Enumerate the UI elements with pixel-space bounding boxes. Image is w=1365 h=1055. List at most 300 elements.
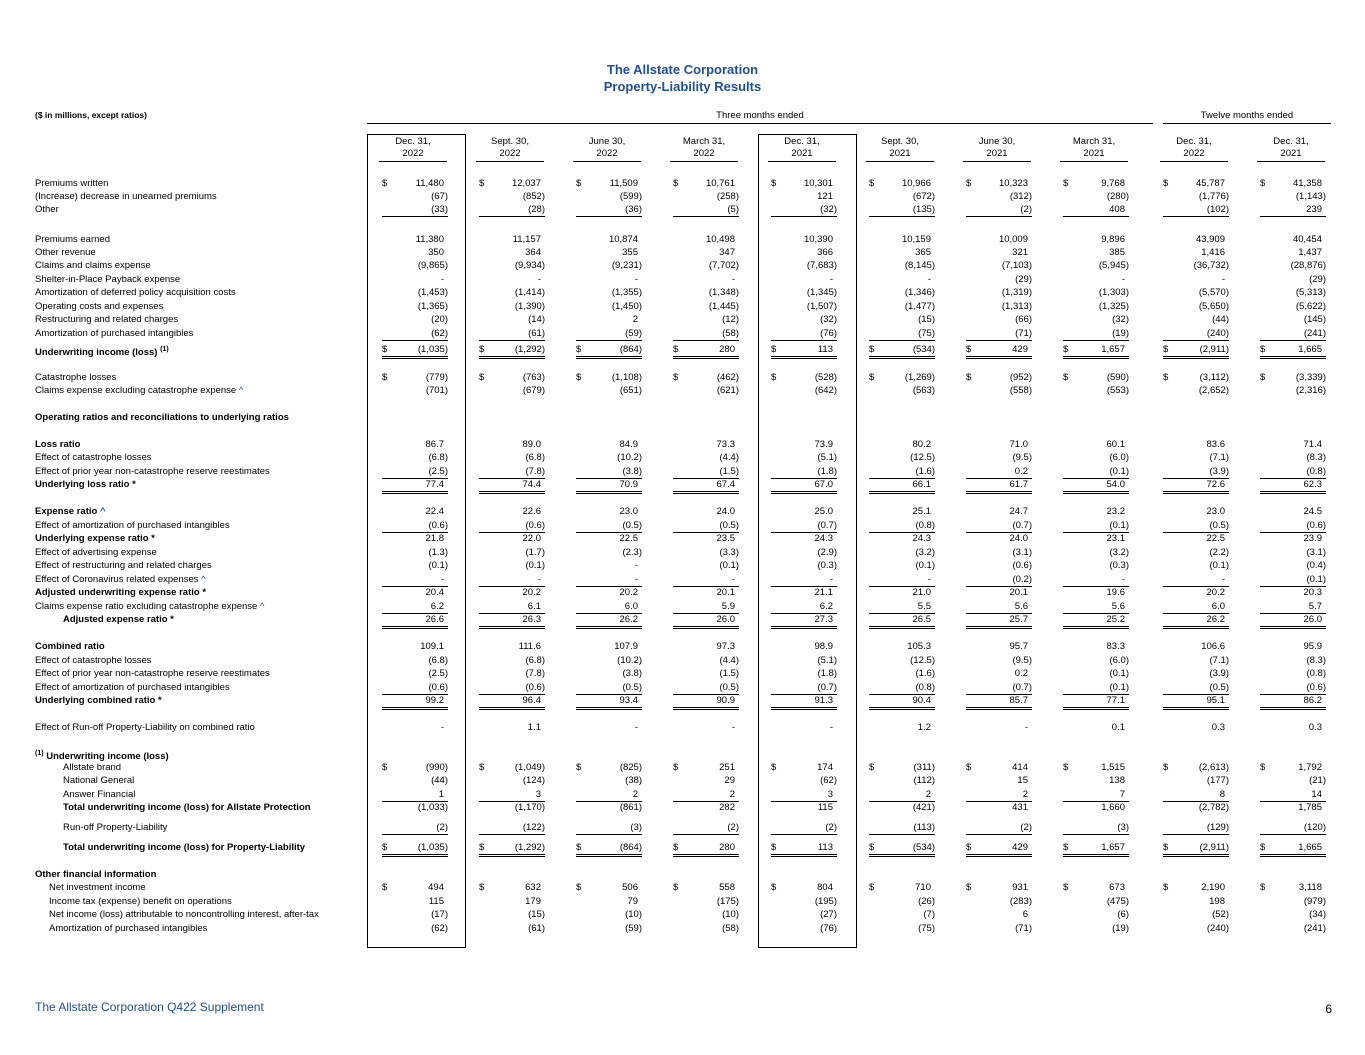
cell-value: (3.8) xyxy=(622,668,642,679)
table-cell xyxy=(869,559,935,572)
table-cell xyxy=(1163,841,1229,857)
cell-value: - xyxy=(731,274,735,285)
footer-text: The Allstate Corporation Q422 Supplement xyxy=(35,1000,264,1014)
cell-value: 24.3 xyxy=(912,533,931,544)
table-cell xyxy=(576,313,642,326)
table-cell xyxy=(966,259,1032,272)
table-cell xyxy=(966,465,1032,479)
cell-value: 115 xyxy=(428,896,444,907)
cell-value: 280 xyxy=(719,344,735,355)
table-cell xyxy=(479,384,545,397)
table-cell xyxy=(1260,478,1326,494)
cell-value: (0.8) xyxy=(1306,466,1326,477)
table-cell xyxy=(1260,681,1326,695)
row-label xyxy=(49,895,232,908)
table-cell xyxy=(1063,438,1129,451)
table-cell xyxy=(673,573,739,587)
table-cell xyxy=(966,177,1032,190)
cell-value: (0.1) xyxy=(1306,574,1326,585)
table-cell xyxy=(869,788,935,802)
currency-symbol: $ xyxy=(382,762,388,773)
table-cell xyxy=(1260,384,1326,397)
cell-value: 60.1 xyxy=(1106,439,1125,450)
table-cell xyxy=(771,667,837,680)
cell-value: (2,782) xyxy=(1198,802,1229,813)
row-label xyxy=(35,286,236,299)
row-label xyxy=(35,246,96,259)
cell-value: (642) xyxy=(814,385,837,396)
cell-value: 1,657 xyxy=(1101,344,1125,355)
table-cell xyxy=(966,667,1032,680)
cell-value: 12,037 xyxy=(511,178,541,189)
cell-value: (0.8) xyxy=(1306,668,1326,679)
row-label-text: Effect of amortization of purchased intangibles xyxy=(35,682,230,693)
cell-value: (1,390) xyxy=(514,301,545,312)
table-cell xyxy=(869,177,935,190)
table-cell xyxy=(1260,774,1326,787)
cell-value: 20.2 xyxy=(522,587,541,598)
table-cell xyxy=(576,327,642,341)
cell-value: 6.2 xyxy=(819,601,833,612)
cell-value: (0.6) xyxy=(525,520,545,531)
cell-value: - xyxy=(1221,274,1225,285)
cell-value: 26.0 xyxy=(716,614,735,625)
table-cell xyxy=(1260,821,1326,835)
table-cell xyxy=(1063,881,1129,894)
table-cell xyxy=(576,546,642,559)
table-cell xyxy=(382,841,448,857)
table-cell xyxy=(382,613,448,629)
cell-value: - xyxy=(731,574,735,585)
table-row xyxy=(35,177,1335,190)
table-cell xyxy=(382,519,448,533)
cell-value: (241) xyxy=(1303,923,1326,934)
table-cell xyxy=(966,233,1032,246)
cell-value: 11,157 xyxy=(512,234,541,245)
table-cell xyxy=(1260,327,1326,341)
row-label-text: Other revenue xyxy=(35,247,96,258)
table-cell xyxy=(382,286,448,299)
table-cell xyxy=(771,821,837,835)
table-cell xyxy=(1163,546,1229,559)
table-cell xyxy=(869,881,935,894)
table-cell xyxy=(576,505,642,518)
table-cell xyxy=(771,438,837,451)
row-label-text: Catastrophe losses xyxy=(35,372,117,383)
table-row xyxy=(35,694,1335,707)
table-row xyxy=(35,532,1335,545)
row-label-text: Adjusted underwriting expense ratio * xyxy=(35,587,207,598)
row-label xyxy=(35,451,152,464)
table-cell xyxy=(673,600,739,614)
table-cell xyxy=(576,286,642,299)
table-cell xyxy=(576,384,642,397)
cell-value: (66) xyxy=(1015,314,1032,325)
cell-value: 179 xyxy=(525,896,541,907)
cell-value: 198 xyxy=(1209,896,1225,907)
cell-value: 71.4 xyxy=(1303,439,1322,450)
table-cell xyxy=(382,532,448,545)
table-cell xyxy=(1163,721,1229,734)
table-cell xyxy=(479,532,545,545)
cell-value: (779) xyxy=(425,372,448,383)
cell-value: (1.6) xyxy=(915,466,935,477)
cell-value: (7) xyxy=(923,909,935,920)
table-cell xyxy=(771,895,837,908)
cell-value: (19) xyxy=(1112,923,1129,934)
table-cell xyxy=(1260,841,1326,857)
table-cell xyxy=(771,343,837,359)
row-label-text: Effect of catastrophe losses xyxy=(35,655,152,666)
cell-value: (12) xyxy=(722,314,739,325)
cell-value: 25.7 xyxy=(1009,614,1028,625)
cell-value: (0.6) xyxy=(1306,520,1326,531)
table-cell xyxy=(1260,300,1326,313)
row-label-text: Premiums earned xyxy=(35,234,110,245)
cell-value: 408 xyxy=(1109,204,1125,215)
table-cell xyxy=(1063,801,1129,814)
table-cell xyxy=(966,546,1032,559)
table-cell xyxy=(479,343,545,359)
row-label xyxy=(35,505,106,518)
table-row xyxy=(35,203,1335,216)
cell-value: 73.3 xyxy=(716,439,735,450)
cell-value: 3 xyxy=(535,789,541,800)
table-cell xyxy=(1163,681,1229,695)
table-cell xyxy=(1163,451,1229,464)
table-cell xyxy=(771,286,837,299)
cell-value: 23.0 xyxy=(619,506,638,517)
table-cell xyxy=(869,371,935,384)
table-cell xyxy=(1063,313,1129,326)
cell-value: 105.3 xyxy=(907,641,931,652)
cell-value: - xyxy=(537,274,541,285)
column-header-line: 2021 xyxy=(1280,148,1302,159)
currency-symbol: $ xyxy=(382,178,388,189)
column-header-line: 2022 xyxy=(402,148,424,159)
cell-value: 23.5 xyxy=(716,533,735,544)
table-row xyxy=(35,613,1335,626)
cell-value: (5.1) xyxy=(817,655,837,666)
table-cell xyxy=(966,908,1032,921)
cell-value: (0.1) xyxy=(719,560,739,571)
currency-symbol: $ xyxy=(966,344,972,355)
cell-value: 0.2 xyxy=(1014,668,1028,679)
table-cell xyxy=(966,895,1032,908)
table-cell xyxy=(869,546,935,559)
table-row xyxy=(35,546,1335,559)
cell-value: (2.2) xyxy=(1209,547,1229,558)
cell-value: 366 xyxy=(817,247,833,258)
table-cell xyxy=(1063,343,1129,359)
table-cell xyxy=(869,286,935,299)
cell-value: (0.1) xyxy=(915,560,935,571)
cell-value: - xyxy=(440,274,444,285)
table-row xyxy=(35,908,1335,921)
table-cell xyxy=(1063,273,1129,286)
table-cell xyxy=(576,190,642,203)
cell-value: 77.4 xyxy=(425,479,444,490)
table-cell xyxy=(1063,190,1129,203)
table-cell xyxy=(1063,327,1129,341)
table-row xyxy=(35,895,1335,908)
table-cell xyxy=(382,177,448,190)
row-label xyxy=(35,313,178,326)
group-header-three-months: Three months ended xyxy=(367,110,1153,124)
cell-value: 11,480 xyxy=(415,178,444,189)
cell-value: 85.7 xyxy=(1009,695,1028,706)
row-label xyxy=(35,465,270,478)
table-cell xyxy=(869,841,935,857)
caret-marker: ^ xyxy=(259,601,265,612)
cell-value: (0.1) xyxy=(1109,682,1129,693)
cell-value: 20.1 xyxy=(1009,587,1028,598)
cell-value: 107.9 xyxy=(614,641,638,652)
table-cell xyxy=(576,300,642,313)
cell-value: - xyxy=(1121,574,1125,585)
cell-value: (5.1) xyxy=(817,452,837,463)
table-cell xyxy=(1163,788,1229,802)
cell-value: 10,323 xyxy=(998,178,1028,189)
table-cell xyxy=(771,922,837,935)
cell-value: (10.2) xyxy=(617,452,642,463)
row-label-text: Claims and claims expense xyxy=(35,260,151,271)
cell-value: 84.9 xyxy=(619,439,638,450)
table-row xyxy=(35,761,1335,774)
row-label xyxy=(35,586,206,599)
cell-value: (1,365) xyxy=(417,301,448,312)
row-label-text: Total underwriting income (loss) for Property-Liability xyxy=(63,842,306,853)
cell-value: (10) xyxy=(722,909,739,920)
table-cell xyxy=(1260,313,1326,326)
cell-value: (1,345) xyxy=(806,287,837,298)
cell-value: 7 xyxy=(1119,789,1125,800)
cell-value: 355 xyxy=(622,247,638,258)
row-label-text: Effect of catastrophe losses xyxy=(35,452,152,463)
table-cell xyxy=(479,177,545,190)
cell-value: (8.3) xyxy=(1306,655,1326,666)
table-cell xyxy=(771,203,837,217)
cell-value: - xyxy=(634,574,638,585)
table-cell xyxy=(382,505,448,518)
cell-value: (462) xyxy=(716,372,739,383)
cell-value: 95.1 xyxy=(1206,695,1225,706)
table-cell xyxy=(1260,286,1326,299)
currency-symbol: $ xyxy=(673,762,679,773)
cell-value: 20.1 xyxy=(716,587,735,598)
table-cell xyxy=(1063,640,1129,653)
row-label-text: Underlying combined ratio * xyxy=(35,695,162,706)
cell-value: (421) xyxy=(912,802,935,813)
cell-value: (6.8) xyxy=(428,655,448,666)
table-cell xyxy=(576,478,642,494)
row-label-text: Combined ratio xyxy=(35,641,105,652)
table-cell xyxy=(673,922,739,935)
cell-value: (3,339) xyxy=(1295,372,1326,383)
cell-value: (7,683) xyxy=(806,260,837,271)
table-cell xyxy=(673,371,739,384)
cell-value: (71) xyxy=(1015,328,1032,339)
table-cell xyxy=(479,640,545,653)
table-cell xyxy=(1063,774,1129,787)
table-cell xyxy=(966,721,1032,734)
table-cell xyxy=(771,532,837,545)
table-cell xyxy=(966,841,1032,857)
table-cell xyxy=(771,694,837,710)
row-label xyxy=(35,371,116,384)
table-cell xyxy=(479,203,545,217)
table-cell xyxy=(1063,451,1129,464)
table-row xyxy=(35,841,1335,854)
cell-value: 0.1 xyxy=(1111,722,1125,733)
table-cell xyxy=(966,573,1032,587)
cell-value: 21.8 xyxy=(425,533,444,544)
table-cell xyxy=(479,559,545,572)
table-cell xyxy=(1063,586,1129,599)
table-cell xyxy=(1260,895,1326,908)
cell-value: (1,033) xyxy=(417,802,448,813)
cell-value: 0.3 xyxy=(1308,722,1322,733)
table-cell xyxy=(382,721,448,734)
row-label-text: Effect of restructuring and related charges xyxy=(35,560,212,571)
table-cell xyxy=(771,774,837,787)
cell-value: 62.3 xyxy=(1303,479,1322,490)
cell-value: 558 xyxy=(719,882,735,893)
row-label xyxy=(35,654,152,667)
table-cell xyxy=(479,654,545,667)
table-row xyxy=(35,600,1335,613)
cell-value: (12.5) xyxy=(910,655,935,666)
table-cell xyxy=(869,586,935,599)
table-cell xyxy=(382,384,448,397)
table-cell xyxy=(1163,259,1229,272)
table-row xyxy=(35,190,1335,203)
table-cell xyxy=(1063,908,1129,921)
table-cell xyxy=(771,190,837,203)
cell-value: (990) xyxy=(425,762,448,773)
table-cell xyxy=(1063,371,1129,384)
cell-value: (1,303) xyxy=(1098,287,1129,298)
table-row xyxy=(35,300,1335,313)
row-label xyxy=(63,821,167,834)
table-cell xyxy=(479,259,545,272)
table-cell xyxy=(1063,613,1129,629)
table-cell xyxy=(673,640,739,653)
table-cell xyxy=(1063,821,1129,835)
cell-value: 23.1 xyxy=(1106,533,1125,544)
table-cell xyxy=(1260,694,1326,710)
cell-value: - xyxy=(634,722,638,733)
row-label xyxy=(35,532,155,545)
cell-value: (76) xyxy=(820,328,837,339)
row-label xyxy=(35,259,151,272)
cell-value: (240) xyxy=(1206,923,1229,934)
table-cell xyxy=(1163,774,1229,787)
row-label xyxy=(35,478,136,491)
cell-value: 95.7 xyxy=(1009,641,1028,652)
cell-value: 21.0 xyxy=(912,587,931,598)
table-cell xyxy=(771,505,837,518)
table-cell xyxy=(673,761,739,774)
column-header xyxy=(1060,136,1128,162)
table-cell xyxy=(382,774,448,787)
table-cell xyxy=(869,384,935,397)
row-label-text: Effect of Run-off Property-Liability on combined ratio xyxy=(35,722,255,733)
cell-value: (2.5) xyxy=(428,466,448,477)
cell-value: (1,143) xyxy=(1295,191,1326,202)
cell-value: 109.1 xyxy=(420,641,444,652)
cell-value: (7,702) xyxy=(708,260,739,271)
table-cell xyxy=(576,246,642,259)
table-cell xyxy=(479,438,545,451)
cell-value: (7,103) xyxy=(1001,260,1032,271)
column-header xyxy=(379,136,447,162)
cell-value: (1,325) xyxy=(1098,301,1129,312)
cell-value: (1,776) xyxy=(1198,191,1229,202)
table-cell xyxy=(576,841,642,857)
table-cell xyxy=(771,881,837,894)
table-row xyxy=(35,313,1335,326)
cell-value: - xyxy=(1221,574,1225,585)
table-cell xyxy=(966,300,1032,313)
row-label-text: Underwriting income (loss) xyxy=(35,347,158,359)
table-row xyxy=(35,384,1335,397)
cell-value: (825) xyxy=(619,762,642,773)
column-header xyxy=(963,136,1031,162)
cell-value: (283) xyxy=(1009,896,1032,907)
cell-value: (528) xyxy=(814,372,837,383)
row-label xyxy=(63,613,174,626)
column-header-line: 2022 xyxy=(1183,148,1205,159)
cell-value: 91.3 xyxy=(814,695,833,706)
row-label-text: Effect of prior year non-catastrophe reserve reestimates xyxy=(35,668,270,679)
table-cell xyxy=(673,451,739,464)
table-cell xyxy=(382,761,448,774)
cell-value: 1,416 xyxy=(1201,247,1225,258)
table-row xyxy=(35,465,1335,478)
table-cell xyxy=(673,788,739,802)
cell-value: (0.7) xyxy=(817,682,837,693)
cell-value: 350 xyxy=(428,247,444,258)
table-cell xyxy=(1260,451,1326,464)
cell-value: (0.1) xyxy=(1109,668,1129,679)
currency-symbol: $ xyxy=(576,882,582,893)
table-cell xyxy=(479,573,545,587)
table-cell xyxy=(576,259,642,272)
table-cell xyxy=(1063,505,1129,518)
cell-value: 385 xyxy=(1109,247,1125,258)
cell-value: 23.2 xyxy=(1106,506,1125,517)
table-cell xyxy=(1163,761,1229,774)
cell-value: (1,269) xyxy=(904,372,935,383)
cell-value: 494 xyxy=(428,882,444,893)
table-cell xyxy=(966,438,1032,451)
table-cell xyxy=(1260,801,1326,814)
cell-value: 1 xyxy=(438,789,444,800)
cell-value: (312) xyxy=(1009,191,1032,202)
cell-value: (34) xyxy=(1309,909,1326,920)
table-cell xyxy=(771,681,837,695)
table-cell xyxy=(576,573,642,587)
cell-value: 83.3 xyxy=(1106,641,1125,652)
currency-symbol: $ xyxy=(479,178,485,189)
table-cell xyxy=(771,801,837,814)
table-cell xyxy=(1063,895,1129,908)
table-cell xyxy=(382,586,448,599)
table-cell xyxy=(1063,286,1129,299)
cell-value: (2,652) xyxy=(1198,385,1229,396)
row-label-text: Effect of amortization of purchased intangibles xyxy=(35,520,230,531)
